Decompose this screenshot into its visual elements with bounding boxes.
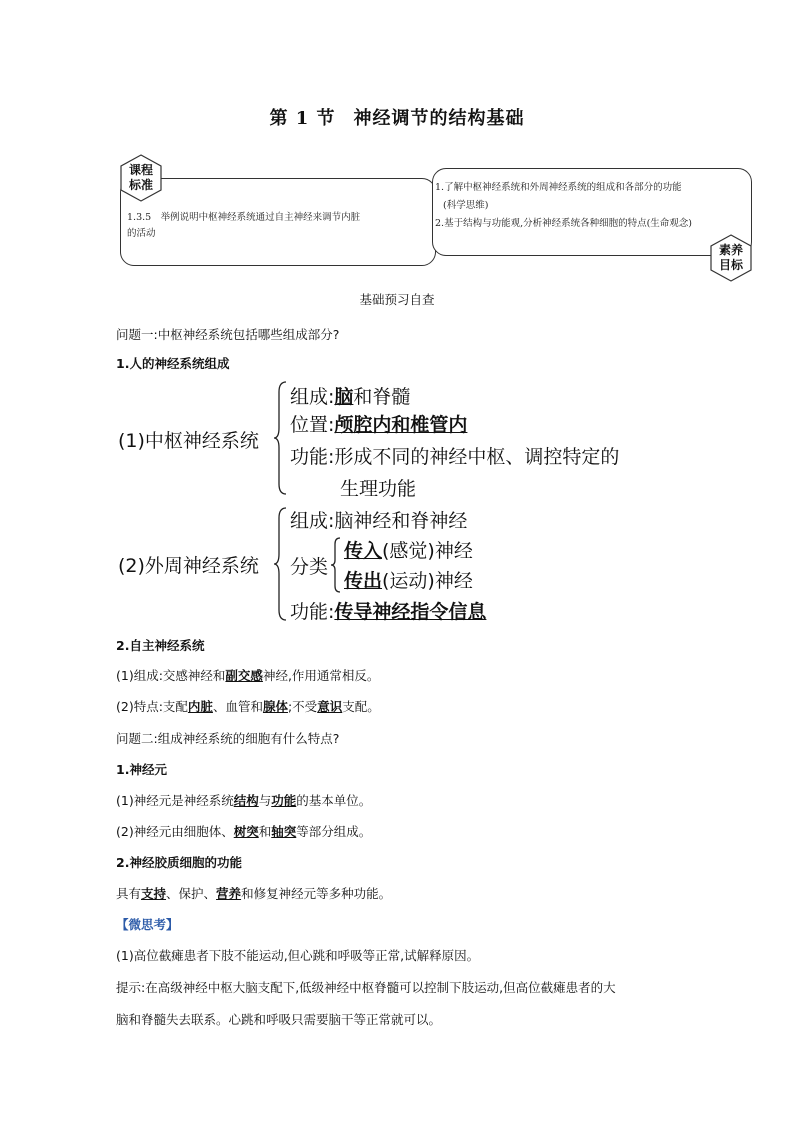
answer: 结构: [233, 793, 259, 808]
peripheral-function: [290, 597, 486, 624]
text: (感觉)神经: [382, 540, 473, 562]
standard-text-2: 的活动: [127, 228, 156, 239]
text: 形成不同的神经中枢、调控特定的: [334, 446, 620, 468]
text: 支配。: [342, 699, 380, 714]
label: 组成:: [290, 386, 335, 408]
text: 神经,作用通常相反。: [262, 668, 380, 683]
classification-brace: [330, 536, 342, 594]
text: 和脊髓: [353, 386, 411, 408]
badge-line-2: 目标: [718, 258, 743, 272]
text: 和: [258, 824, 272, 839]
text: 、保护、: [166, 886, 217, 901]
goal-line-2: (科学思维): [443, 200, 489, 211]
answer: 传入: [344, 540, 383, 562]
goal-line-3: 2.基于结构与功能观,分析神经系统各种细胞的特点(生命观念): [435, 218, 692, 229]
afferent-nerve: [344, 536, 473, 563]
text: (2)特点:支配: [116, 699, 188, 714]
page-title: [0, 104, 794, 130]
label: 功能:: [290, 446, 335, 468]
answer: 支持: [141, 886, 167, 901]
section-heading: 基础预习自查: [359, 292, 435, 307]
literacy-goal-badge: [710, 234, 752, 282]
answer: 营养: [216, 886, 242, 901]
central-position: [290, 410, 467, 437]
think-tag: 【微思考】: [116, 917, 179, 932]
answer: 意识: [317, 699, 343, 714]
text: (1)神经元是神经系统: [116, 793, 234, 808]
text: 和修复神经元等多种功能。: [241, 886, 392, 901]
neuron-parts: [116, 822, 371, 840]
heading-glial: 2.神经胶质细胞的功能: [116, 855, 242, 870]
goal-box: [432, 168, 752, 256]
badge-line-1: 素养: [718, 243, 743, 257]
efferent-nerve: [344, 566, 473, 593]
peripheral-composition: 组成:脑神经和脊神经: [290, 510, 468, 532]
text: 、血管和: [212, 699, 263, 714]
answer: 副交感: [225, 668, 263, 683]
glial-function: [116, 884, 391, 902]
answer: 传出: [344, 570, 383, 592]
central-label: (1)中枢神经系统: [118, 430, 259, 452]
answer: 内脏: [187, 699, 213, 714]
text: 等部分组成。: [296, 824, 372, 839]
heading-neuron: 1.神经元: [116, 762, 167, 777]
text: (1)组成:交感神经和: [116, 668, 226, 683]
hint-line-2: 脑和脊髓失去联系。心跳和呼吸只需要脑干等正常就可以。: [116, 1012, 442, 1027]
standard-text-1: 1.3.5 举例说明中枢神经系统通过自主神经来调节内脏: [127, 212, 361, 223]
section-name: 神经调节的结构基础: [353, 108, 525, 129]
answer: 树突: [233, 824, 259, 839]
text: (运动)神经: [382, 570, 473, 592]
central-composition: [290, 382, 410, 409]
objectives-banner: [120, 163, 752, 272]
question-1: 问题一:中枢神经系统包括哪些组成部分?: [116, 327, 340, 342]
autonomic-feature: [116, 697, 380, 715]
peripheral-label: (2)外周神经系统: [118, 555, 259, 577]
standard-box: [120, 178, 436, 266]
answer: 腺体: [262, 699, 288, 714]
answer: 功能: [271, 793, 297, 808]
answer: 脑: [334, 386, 354, 408]
hint-line-1: 提示:在高级神经中枢大脑支配下,低级神经中枢脊髓可以控制下肢运动,但高位截瘫患者的大: [116, 980, 616, 995]
central-function: [290, 442, 619, 469]
question-2: 问题二:组成神经系统的细胞有什么特点?: [116, 731, 340, 746]
curriculum-standard-badge: [120, 154, 162, 202]
heading-autonomic: 2.自主神经系统: [116, 638, 205, 653]
text: (2)神经元由细胞体、: [116, 824, 234, 839]
text: 具有: [116, 886, 142, 901]
neuron-unit: [116, 791, 371, 809]
peripheral-classification-label: 分类: [290, 556, 329, 578]
think-question: (1)高位截瘫患者下肢不能运动,但心跳和呼吸等正常,试解释原因。: [116, 948, 480, 963]
label: 功能:: [290, 601, 335, 623]
text: 与: [258, 793, 272, 808]
goal-line-1: 1.了解中枢神经系统和外周神经系统的组成和各部分的功能: [435, 182, 682, 193]
text: 的基本单位。: [296, 793, 372, 808]
central-function-cont: 生理功能: [340, 478, 417, 500]
peripheral-brace: [273, 506, 289, 622]
badge-line-2: 标准: [128, 178, 153, 192]
section-number: 第 1 节: [269, 108, 336, 129]
autonomic-composition: [116, 666, 379, 684]
answer: 轴突: [271, 824, 297, 839]
heading-nervous-system: 1.人的神经系统组成: [116, 356, 230, 371]
label: 位置:: [290, 414, 335, 436]
answer: 传导神经指令信息: [334, 601, 487, 623]
answer: 颅腔内和椎管内: [334, 414, 468, 436]
badge-line-1: 课程: [128, 163, 153, 177]
central-brace: [273, 380, 289, 496]
text: ;不受: [287, 699, 318, 714]
